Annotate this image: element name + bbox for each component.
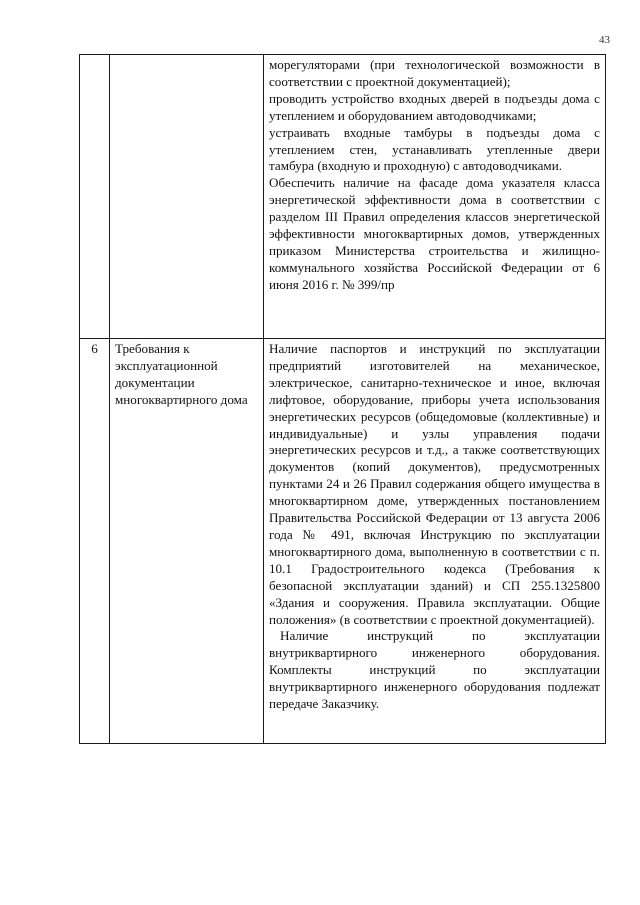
paragraph: Наличие инструкций по эксплуатации внутриквартирного инженерного оборудования. Комплекты инструкций по эксплуатации внутриквартирного инженерного оборудования подлежат передаче Заказчику. xyxy=(269,628,600,712)
row-title-cell: Требования к эксплуатационной документации многоквартирного дома xyxy=(110,339,264,744)
row-text-cell xyxy=(264,339,606,744)
paragraph: проводить устройство входных дверей в подъезды дома с утеплением и оборудованием автодоводчиками; xyxy=(269,90,600,123)
paragraph: морегуляторами (при технологической возможности в соответствии с проектной документацией); xyxy=(269,57,600,89)
paragraph: Наличие паспортов и инструкций по эксплуатации предприятий изготовителей на механическое, электрическое, санитарно-техническое и иное, включая лифтовое, оборудование, приборы учета использования энергетических ресурсов (общедомовые (коллективные) и индивидуальные) и узлы управления подачи энергетических ресурсов и т.д., а также соответствующих документов (копий документов), предусмотренных пунктами 24 и 26 Правил содержания общего имущества в многоквартирном доме, утвержденных постановлением Правительства Российской Федерации от 13 августа 2006 года № 491, включая Инструкцию по эксплуатации многоквартирного дома, выполненную в соответствии с п. 10.1 Градостроительного кодекса (Требования к безопасной эксплуатации зданий) и СП 255.1325800 «Здания и сооружения. Правила эксплуатации. Общие положения» (в соответствии с проектной документацией). xyxy=(269,341,600,627)
paragraph: Обеспечить наличие на фасаде дома указателя класса энергетической эффективности дома в соответствии с разделом III Правил определения классов энергетической эффективности многоквартирных домов, утвержденных приказом Министерства строительства и жилищно-коммунального хозяйства Российской Федерации от 6 июня 2016 г. № 399/пр xyxy=(269,175,600,292)
row-text-cell xyxy=(264,55,606,339)
page-number: 43 xyxy=(599,34,610,46)
requirements-table xyxy=(79,54,606,744)
row-title-cell xyxy=(110,55,264,339)
table-row xyxy=(80,339,606,744)
row-number-cell xyxy=(80,55,110,339)
paragraph: устраивать входные тамбуры в подъезды дома с утеплением стен, устанавливать утепленные двери тамбура (входную и проходную) с автодоводчиками. xyxy=(269,124,600,174)
table-row xyxy=(80,55,606,339)
row-number-cell: 6 xyxy=(80,339,110,744)
